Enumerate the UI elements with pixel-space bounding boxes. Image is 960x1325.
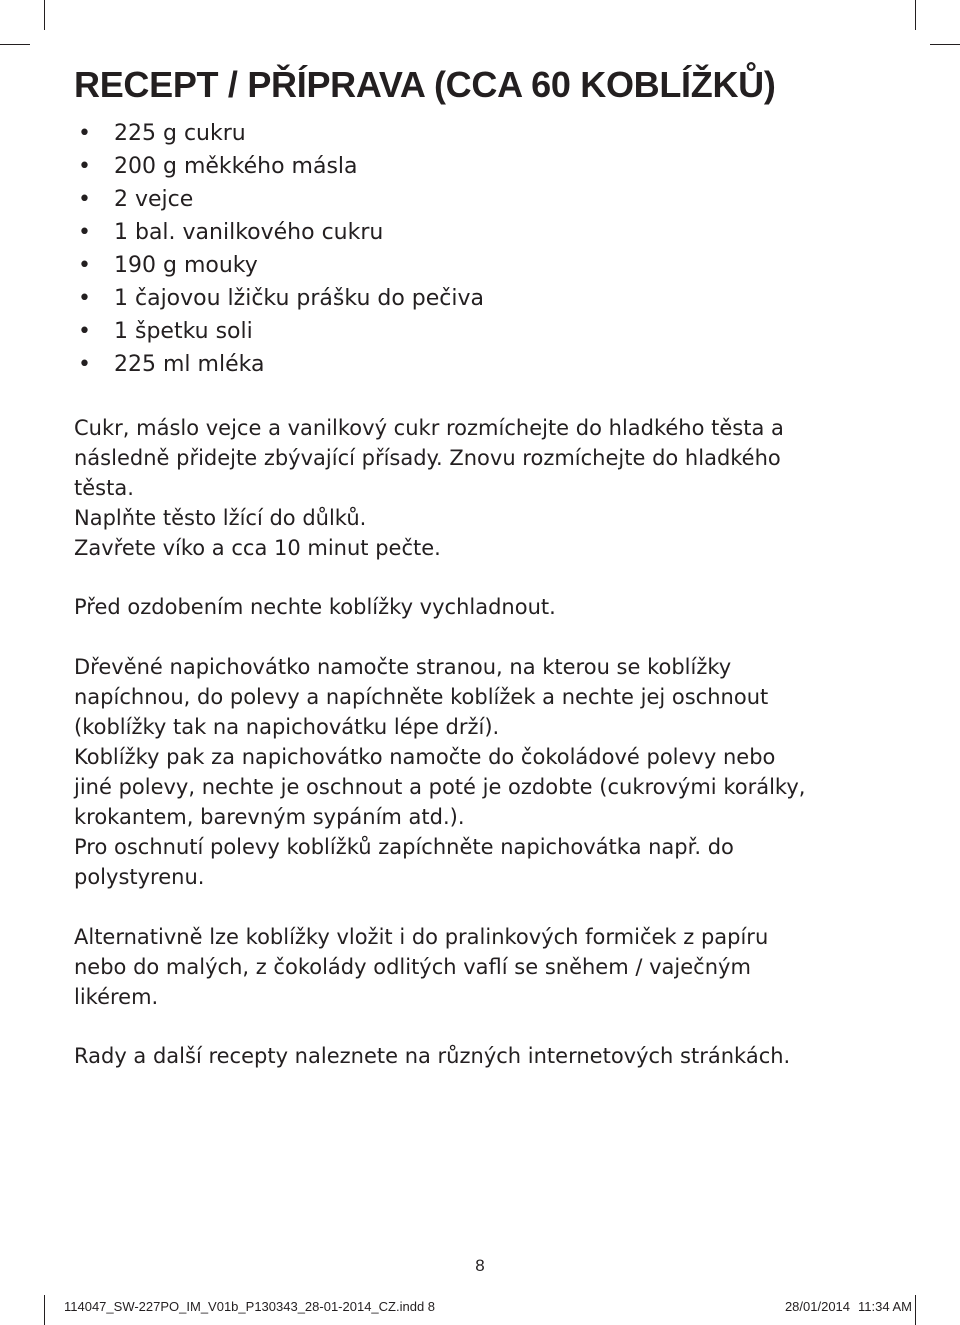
list-item: • 1 bal. vanilkového cukru <box>74 216 484 249</box>
list-item: • 190 g mouky <box>74 249 484 282</box>
list-item: • 1 čajovou lžičku prášku do pečiva <box>74 282 484 315</box>
bullet-icon: • <box>78 319 91 344</box>
crop-mark-bottom-left <box>44 1295 45 1325</box>
footer-date: 28/01/2014 <box>784 1299 851 1314</box>
footer-file-name: 114047_SW-227PO_IM_V01b_P130343_28-01-2014_CZ.indd 8 <box>64 1299 436 1314</box>
crop-mark-top-right <box>915 0 916 30</box>
paragraph-preparation: Cukr, máslo vejce a vanilkový cukr rozmíchejte do hladkého těsta a následně přidejte zbývající přísady. Znovu rozmíchejte do hladkého těsta. Naplňte těsto lžící do důlků. Zavřete víko a cca 10 minut pečte. <box>74 416 784 560</box>
list-item: • 225 ml mléka <box>74 348 484 381</box>
ingredient-list <box>74 117 484 381</box>
page-title: RECEPT / PŘÍPRAVA (CCA 60 KOBLÍŽKŮ) <box>74 64 776 105</box>
footer-timestamp <box>777 1299 912 1314</box>
bullet-icon: • <box>78 154 91 179</box>
paragraph-alternative: Alternativně lze koblížky vložit i do pralinkových formiček z papíru nebo do malých, z čokolády odlitých vaflí se sněhem / vaječným likérem. <box>74 925 769 1009</box>
bullet-icon: • <box>78 121 91 146</box>
crop-mark-bottom-right <box>915 1295 916 1325</box>
crop-mark-top-left <box>44 0 45 30</box>
crop-mark-top-left-h <box>0 44 30 45</box>
bullet-icon: • <box>78 253 91 278</box>
bullet-icon: • <box>78 220 91 245</box>
bullet-icon: • <box>78 286 91 311</box>
footer-time: 11:34 AM <box>858 1299 912 1314</box>
list-item: • 1 špetku soli <box>74 315 484 348</box>
list-item: • 200 g měkkého másla <box>74 150 484 183</box>
list-item: • 2 vejce <box>74 183 484 216</box>
bullet-icon: • <box>78 352 91 377</box>
paragraph-decorating: Dřevěné napichovátko namočte stranou, na kterou se koblížky napíchnou, do polevy a napíchněte koblížek a nechte jej oschnout (koblížky tak na napichovátku lépe drží). Koblížky pak za napichovátko namočte do čokoládové polevy nebo jiné polevy, nechte je oschnout a poté je ozdobte (cukrovými korálky, krokantem, barevným sypáním atd.). Pro oschnutí polevy koblížků zapíchněte napichovátka např. do polystyrenu. <box>74 655 806 889</box>
paragraph-cooling: Před ozdobením nechte koblížky vychladnout. <box>74 595 556 619</box>
paragraph-tips: Rady a další recepty naleznete na různých internetových stránkách. <box>74 1044 791 1068</box>
bullet-icon: • <box>78 187 91 212</box>
crop-mark-top-right-h <box>930 44 960 45</box>
page-number: 8 <box>475 1256 485 1275</box>
list-item: • 225 g cukru <box>74 117 484 150</box>
